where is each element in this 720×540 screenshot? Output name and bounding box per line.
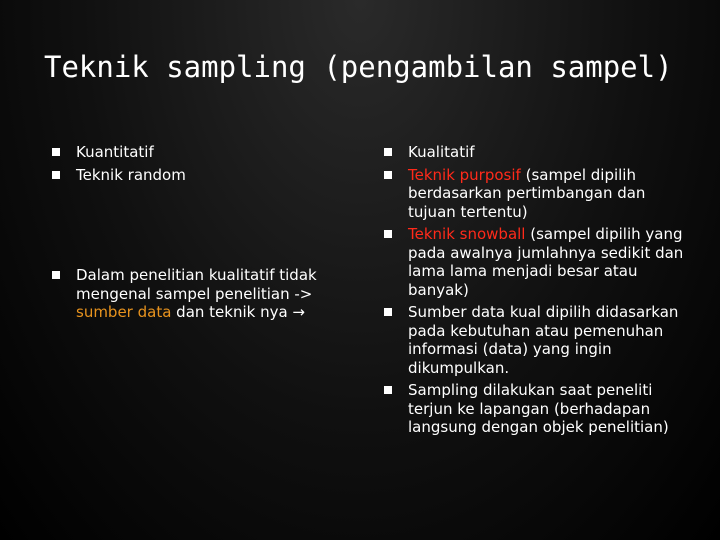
square-bullet-icon (384, 308, 392, 316)
bullet-text: (sampel dipilih berdasarkan pertimbangan dan tujuan tertentu) (408, 165, 646, 221)
bullet-highlight: Teknik purposif (408, 165, 521, 184)
bullet-text: Kuantitatif (76, 143, 154, 161)
note-highlight: sumber data (76, 303, 172, 321)
square-bullet-icon (52, 271, 60, 279)
bullet-highlight: Teknik snowball (408, 225, 526, 243)
bullet-item-sumber-data (382, 303, 692, 377)
bullet-item-sampling (382, 381, 692, 437)
square-bullet-icon (384, 148, 392, 156)
square-bullet-icon (384, 171, 392, 179)
slide-title: Teknik sampling (pengambilan sampel) (44, 50, 673, 84)
bullet-text: (sampel dipilih yang pada awalnya jumlahnya sedikit dan lama lama menjadi besar atau banyak) (408, 225, 684, 299)
bullet-item-snowball (382, 225, 692, 299)
bullet-item-note (50, 266, 350, 322)
square-bullet-icon (52, 171, 60, 179)
bullet-text: Sumber data kual dipilih didasarkan pada kebutuhan atau pemenuhan informasi (data) yang ingin dikumpulkan. (408, 303, 679, 377)
bullet-item-kualitatif (382, 143, 692, 162)
bullet-item-teknik-random (50, 166, 350, 185)
left-column (50, 143, 350, 326)
square-bullet-icon (384, 230, 392, 238)
square-bullet-icon (384, 386, 392, 394)
note-text-pre: Dalam penelitian kualitatif tidak mengenal sampel penelitian -> (76, 266, 317, 303)
bullet-text: Teknik random (76, 165, 186, 184)
bullet-item-kuantitatif (50, 143, 350, 162)
right-column (382, 143, 692, 441)
square-bullet-icon (52, 148, 60, 156)
bullet-item-purposif (382, 166, 692, 222)
bullet-text: Kualitatif (408, 143, 475, 161)
bullet-text: Sampling dilakukan saat peneliti terjun ke lapangan (berhadapan langsung dengan objek penelitian) (408, 381, 669, 436)
note-text-post: dan teknik nya → (171, 303, 305, 321)
